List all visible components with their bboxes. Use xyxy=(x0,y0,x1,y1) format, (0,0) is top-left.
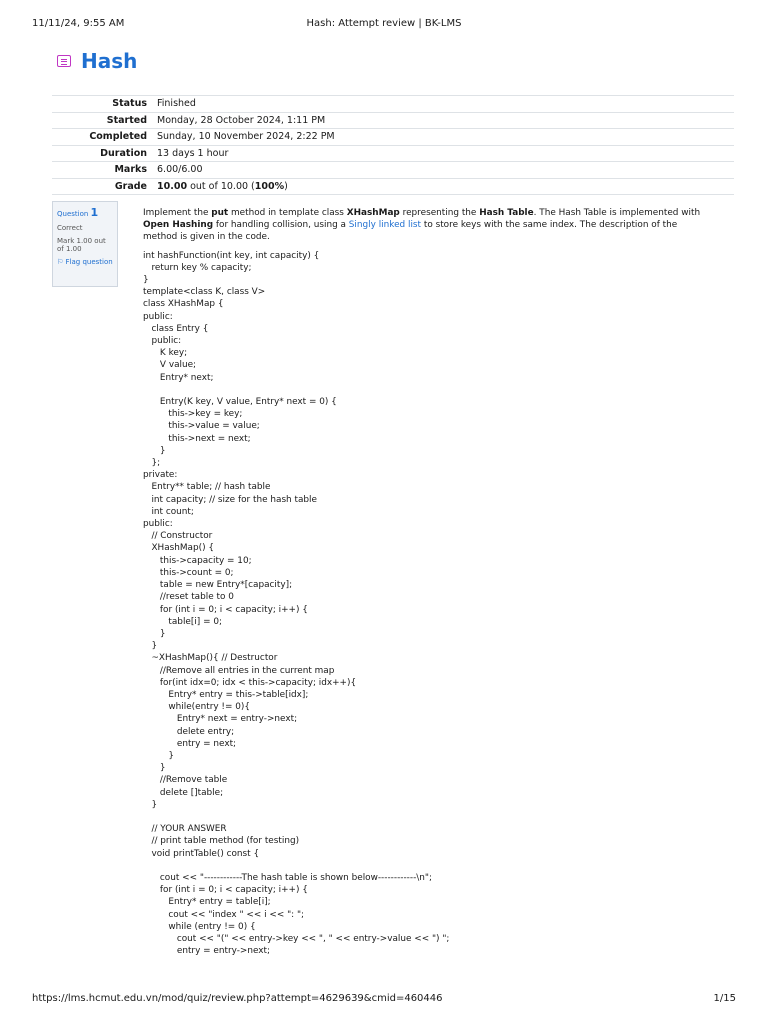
code-line: private: xyxy=(143,470,178,481)
page-title: Hash xyxy=(81,49,138,73)
code-line: } xyxy=(143,445,166,456)
attempt-summary-table xyxy=(52,95,734,195)
summary-value xyxy=(154,179,288,195)
question-grade: Mark 1.00 out of 1.00 xyxy=(57,236,106,254)
code-line: } xyxy=(143,799,158,810)
code-line: // Constructor xyxy=(143,531,213,542)
code-block xyxy=(143,250,703,958)
code-line: Entry(K key, V value, Entry* next = 0) { xyxy=(143,397,337,408)
code-line: } xyxy=(143,275,149,286)
code-line xyxy=(143,860,703,872)
question-state: Correct xyxy=(57,223,83,232)
summary-value: Sunday, 10 November 2024, 2:22 PM xyxy=(157,131,335,142)
code-line: class XHashMap { xyxy=(143,299,224,310)
question-number: Question 1 xyxy=(57,206,99,219)
page-heading xyxy=(57,49,137,73)
code-line: delete []table; xyxy=(143,787,224,798)
summary-row-started xyxy=(52,113,734,130)
code-line: delete entry; xyxy=(143,726,235,737)
summary-row-grade xyxy=(52,179,734,196)
code-line: for(int idx=0; idx < this->capacity; idx++){ xyxy=(143,677,357,688)
code-line: while(entry != 0){ xyxy=(143,702,250,713)
code-line: void printTable() const { xyxy=(143,848,260,859)
code-line: while (entry != 0) { xyxy=(143,921,256,932)
code-line: public: xyxy=(143,336,182,347)
question-number-value: 1 xyxy=(90,206,99,219)
question-info-panel xyxy=(52,201,118,287)
summary-row-completed xyxy=(52,129,734,146)
print-page-title: Hash: Attempt review | BK-LMS xyxy=(306,18,462,29)
grade-close: ) xyxy=(284,180,288,192)
code-line: //reset table to 0 xyxy=(143,592,234,603)
code-line: table[i] = 0; xyxy=(143,616,222,627)
code-line: // print table method (for testing) xyxy=(143,836,300,847)
code-line: this->next = next; xyxy=(143,433,251,444)
summary-label: Grade xyxy=(114,180,147,192)
summary-label: Status xyxy=(112,98,147,109)
code-line: this->value = value; xyxy=(143,421,260,432)
code-line: entry = next; xyxy=(143,738,237,749)
code-line: for (int i = 0; i < capacity; i++) { xyxy=(143,604,308,615)
print-url: https://lms.hcmut.edu.vn/mod/quiz/review.php?attempt=4629639&cmid=460446 xyxy=(32,993,443,1004)
code-line: this->capacity = 10; xyxy=(143,555,252,566)
grade-percent: 100% xyxy=(254,180,285,192)
summary-label: Started xyxy=(106,114,147,126)
print-date: 11/11/24, 9:55 AM xyxy=(32,18,125,29)
question-text: Implement the put method in template class XHashMap representing the Hash Table. The Hash Table is implemented with Open Hashing for handling collision, using a Singly linked list to store keys with the same index. The description of the method is given in the code. xyxy=(143,208,701,243)
summary-value: Finished xyxy=(157,98,196,109)
summary-value: 6.00/6.00 xyxy=(157,164,203,175)
code-line: table = new Entry*[capacity]; xyxy=(143,580,293,591)
code-line: public: xyxy=(143,311,173,322)
quiz-icon xyxy=(57,55,71,67)
flag-icon: ⚐ xyxy=(57,258,64,266)
print-header xyxy=(0,18,768,32)
code-line: cout << "(" << entry->key << ", " << entry->value << ") "; xyxy=(143,933,450,944)
code-line: entry = entry->next; xyxy=(143,946,270,957)
grade-out-of: out of 10.00 ( xyxy=(187,180,255,192)
code-line: Entry** table; // hash table xyxy=(143,482,271,493)
code-line: template<class K, class V> xyxy=(143,287,266,298)
code-line: //Remove table xyxy=(143,775,228,786)
grade-score: 10.00 xyxy=(157,180,188,192)
code-line: } xyxy=(143,763,166,774)
code-line: } xyxy=(143,750,175,761)
summary-row-status xyxy=(52,96,734,113)
code-line: } xyxy=(143,641,158,652)
code-line: public: xyxy=(143,519,173,530)
code-line: //Remove all entries in the current map xyxy=(143,665,335,676)
print-page-count: 1/15 xyxy=(713,993,736,1004)
code-line: return key % capacity; xyxy=(143,262,252,273)
code-line: // YOUR ANSWER xyxy=(143,824,227,835)
code-line: ~XHashMap(){ // Destructor xyxy=(143,653,278,664)
code-line: }; xyxy=(143,458,161,469)
code-line: this->count = 0; xyxy=(143,567,234,578)
code-line: Entry* entry = table[i]; xyxy=(143,897,271,908)
summary-row-duration xyxy=(52,146,734,163)
flag-question-link[interactable]: ⚐ Flag question xyxy=(57,258,113,266)
summary-value: Monday, 28 October 2024, 1:11 PM xyxy=(157,114,326,126)
question-content xyxy=(143,207,703,957)
code-line: int capacity; // size for the hash table xyxy=(143,494,317,505)
code-line: cout << "------------The hash table is shown below------------\n"; xyxy=(143,872,432,883)
code-line: int hashFunction(int key, int capacity) { xyxy=(143,250,320,261)
code-line: this->key = key; xyxy=(143,409,243,420)
code-line: XHashMap() { xyxy=(143,543,215,554)
code-line xyxy=(143,384,703,396)
code-line: cout << "index " << i << ": "; xyxy=(143,909,305,920)
code-line: } xyxy=(143,628,166,639)
code-line: Entry* next; xyxy=(143,372,214,383)
summary-row-marks xyxy=(52,162,734,179)
summary-label: Marks xyxy=(114,164,147,175)
code-line: int count; xyxy=(143,506,194,517)
code-line: for (int i = 0; i < capacity; i++) { xyxy=(143,885,308,896)
summary-label: Completed xyxy=(89,131,147,142)
code-line: Entry* next = entry->next; xyxy=(143,714,298,725)
code-line: V value; xyxy=(143,360,197,371)
code-line: K key; xyxy=(143,348,188,359)
summary-label: Duration xyxy=(100,147,147,159)
code-line: Entry* entry = this->table[idx]; xyxy=(143,689,309,700)
code-line xyxy=(143,811,703,823)
code-line: class Entry { xyxy=(143,323,209,334)
summary-value: 13 days 1 hour xyxy=(157,147,229,159)
singly-linked-list-link[interactable]: Singly linked list xyxy=(348,220,422,231)
